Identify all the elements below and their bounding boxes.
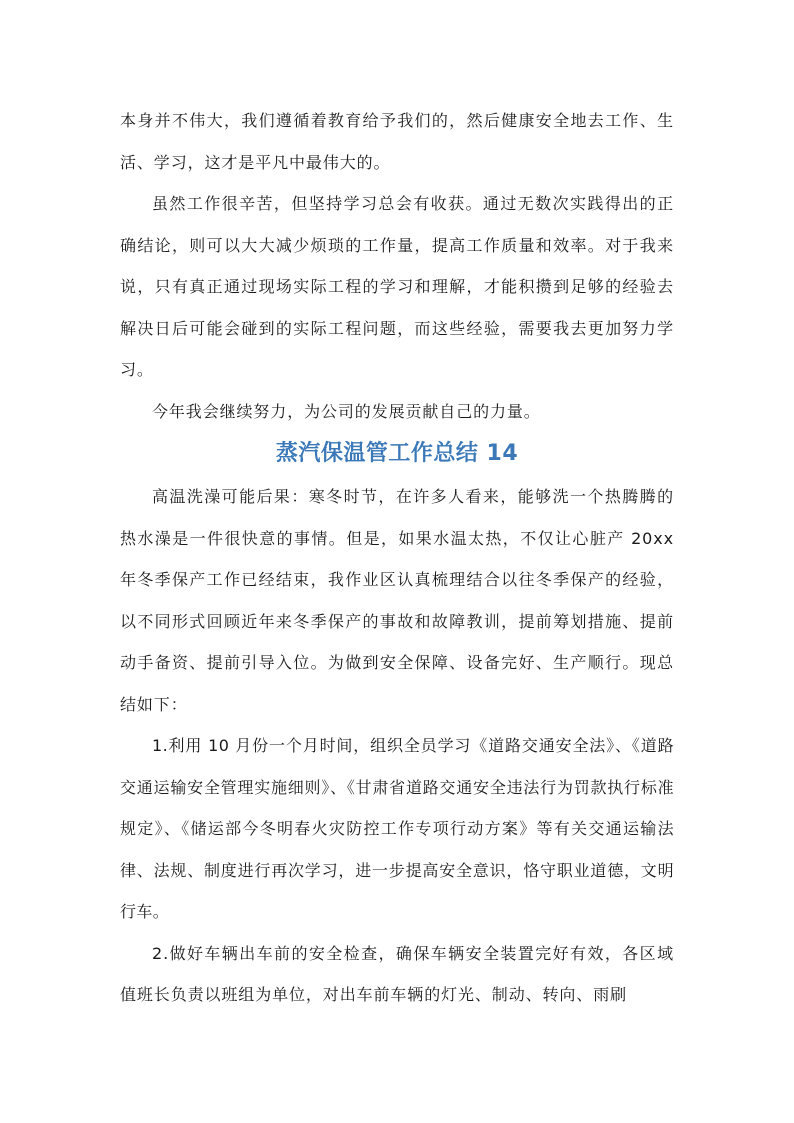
paragraph: 今年我会继续努力，为公司的发展贡献自己的力量。 (152, 401, 541, 421)
paragraph: 本身并不伟大，我们遵循着教育给予我们的，然后健康安全地去工作、生活、学习，这才是平凡中最伟大的。 (120, 111, 674, 172)
paragraph: 2.做好车辆出车前的安全检查，确保车辆安全装置完好有效，各区域值班长负责以班组为单位，对出车前车辆的灯光、制动、转向、雨刷 (120, 943, 674, 1004)
document-page (120, 100, 680, 1016)
paragraph: 1.利用 10 月份一个月时间，组织全员学习《道路交通安全法》、《道路交通运输安全管理实施细则》、《甘肃省道路交通安全违法行为罚款执行标准规定》、《储运部今冬明春火灾防控工作专项行动方案》等有关交通运输法律、法规、制度进行再次学习，进一步提高安全意识，恪守职业道德，文明行车。 (120, 736, 674, 921)
paragraph: 高温洗澡可能后果：寒冬时节，在许多人看来，能够洗一个热腾腾的热水澡是一件很快意的事情。但是，如果水温太热，不仅让心脏产 20xx 年冬季保产工作已经结束，我作业区认真梳理结合以往冬季保产的经验，以不同形式回顾近年来冬季保产的事故和故障教训，提前筹划措施、提前动手备资、提前引导入位。为做到安全保障、设备完好、生产顺行。现总结如下： (120, 487, 680, 714)
paragraph: 虽然工作很辛苦，但坚持学习总会有收获。通过无数次实践得出的正确结论，则可以大大减少烦琐的工作量，提高工作质量和效率。对于我来说，只有真正通过现场实际工程的学习和理解，才能积攒到足够的经验去解决日后可能会碰到的实际工程问题，而这些经验，需要我去更加努力学习。 (120, 194, 674, 379)
section-title: 蒸汽保温管工作总结 14 (275, 441, 519, 466)
